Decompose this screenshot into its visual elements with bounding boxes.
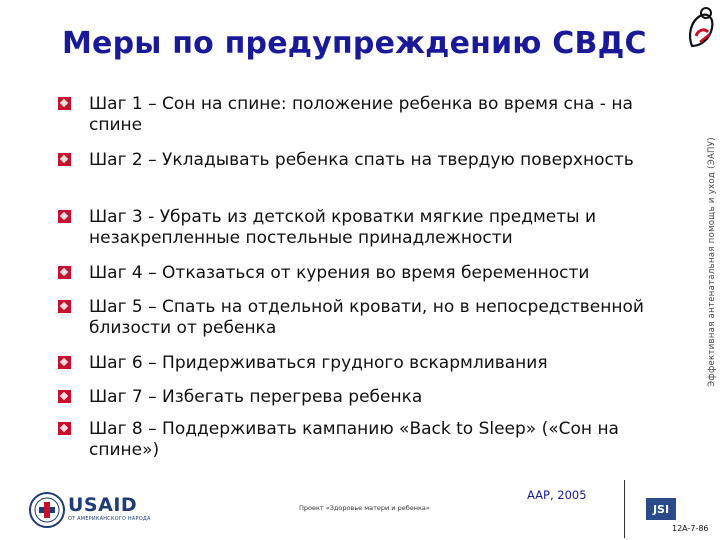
step-text: Шаг 3 - Убрать из детской кроватки мягкие предметы и незакрепленные постельные принадлежности — [89, 207, 597, 248]
list-item — [58, 263, 688, 297]
slide-code: 12A-7-86 — [672, 524, 709, 533]
step-text: Шаг 4 – Отказаться от курения во время беременности — [89, 263, 590, 283]
mother-child-logo-icon — [684, 6, 718, 52]
square-bullet-icon — [58, 422, 71, 435]
square-bullet-icon — [58, 300, 71, 313]
list-item — [58, 207, 688, 263]
slide-title: Меры по предупреждению СВДС — [62, 26, 647, 61]
square-bullet-icon — [58, 266, 71, 279]
square-bullet-icon — [58, 97, 71, 110]
step-text: Шаг 5 – Спать на отдельной кровати, но в непосредственной близости от ребенка — [89, 297, 644, 338]
steps-list — [58, 94, 688, 463]
project-label: Проект «Здоровье матери и ребенка» — [299, 504, 430, 512]
step-text: Шаг 6 – Придерживаться грудного вскармливания — [89, 353, 548, 373]
step-text: Шаг 7 – Избегать перегрева ребенка — [89, 387, 423, 407]
list-item — [58, 353, 688, 387]
usaid-wordmark: USAID — [68, 494, 138, 516]
step-text: Шаг 8 – Поддерживать кампанию «Back to Sleep» («Сон на спине») — [89, 419, 619, 460]
reference-citation: AAP, 2005 — [527, 488, 587, 502]
square-bullet-icon — [58, 210, 71, 223]
square-bullet-icon — [58, 390, 71, 403]
footer-divider — [624, 480, 625, 538]
list-item — [58, 297, 688, 353]
jsi-logo: JSI — [646, 498, 676, 520]
step-text: Шаг 1 – Сон на спине: положение ребенка во время сна - на спине — [89, 94, 633, 135]
usaid-tagline: ОТ АМЕРИКАНСКОГО НАРОДА — [68, 516, 151, 522]
square-bullet-icon — [58, 356, 71, 369]
square-bullet-icon — [58, 153, 71, 166]
list-item — [58, 387, 688, 419]
side-caption: Эффективная антенатальная помощь и уход (ЭАПУ) — [707, 137, 717, 387]
list-item — [58, 419, 688, 463]
step-text: Шаг 2 – Укладывать ребенка спать на твердую поверхность — [89, 150, 634, 170]
list-item — [58, 150, 688, 207]
list-item — [58, 94, 688, 142]
